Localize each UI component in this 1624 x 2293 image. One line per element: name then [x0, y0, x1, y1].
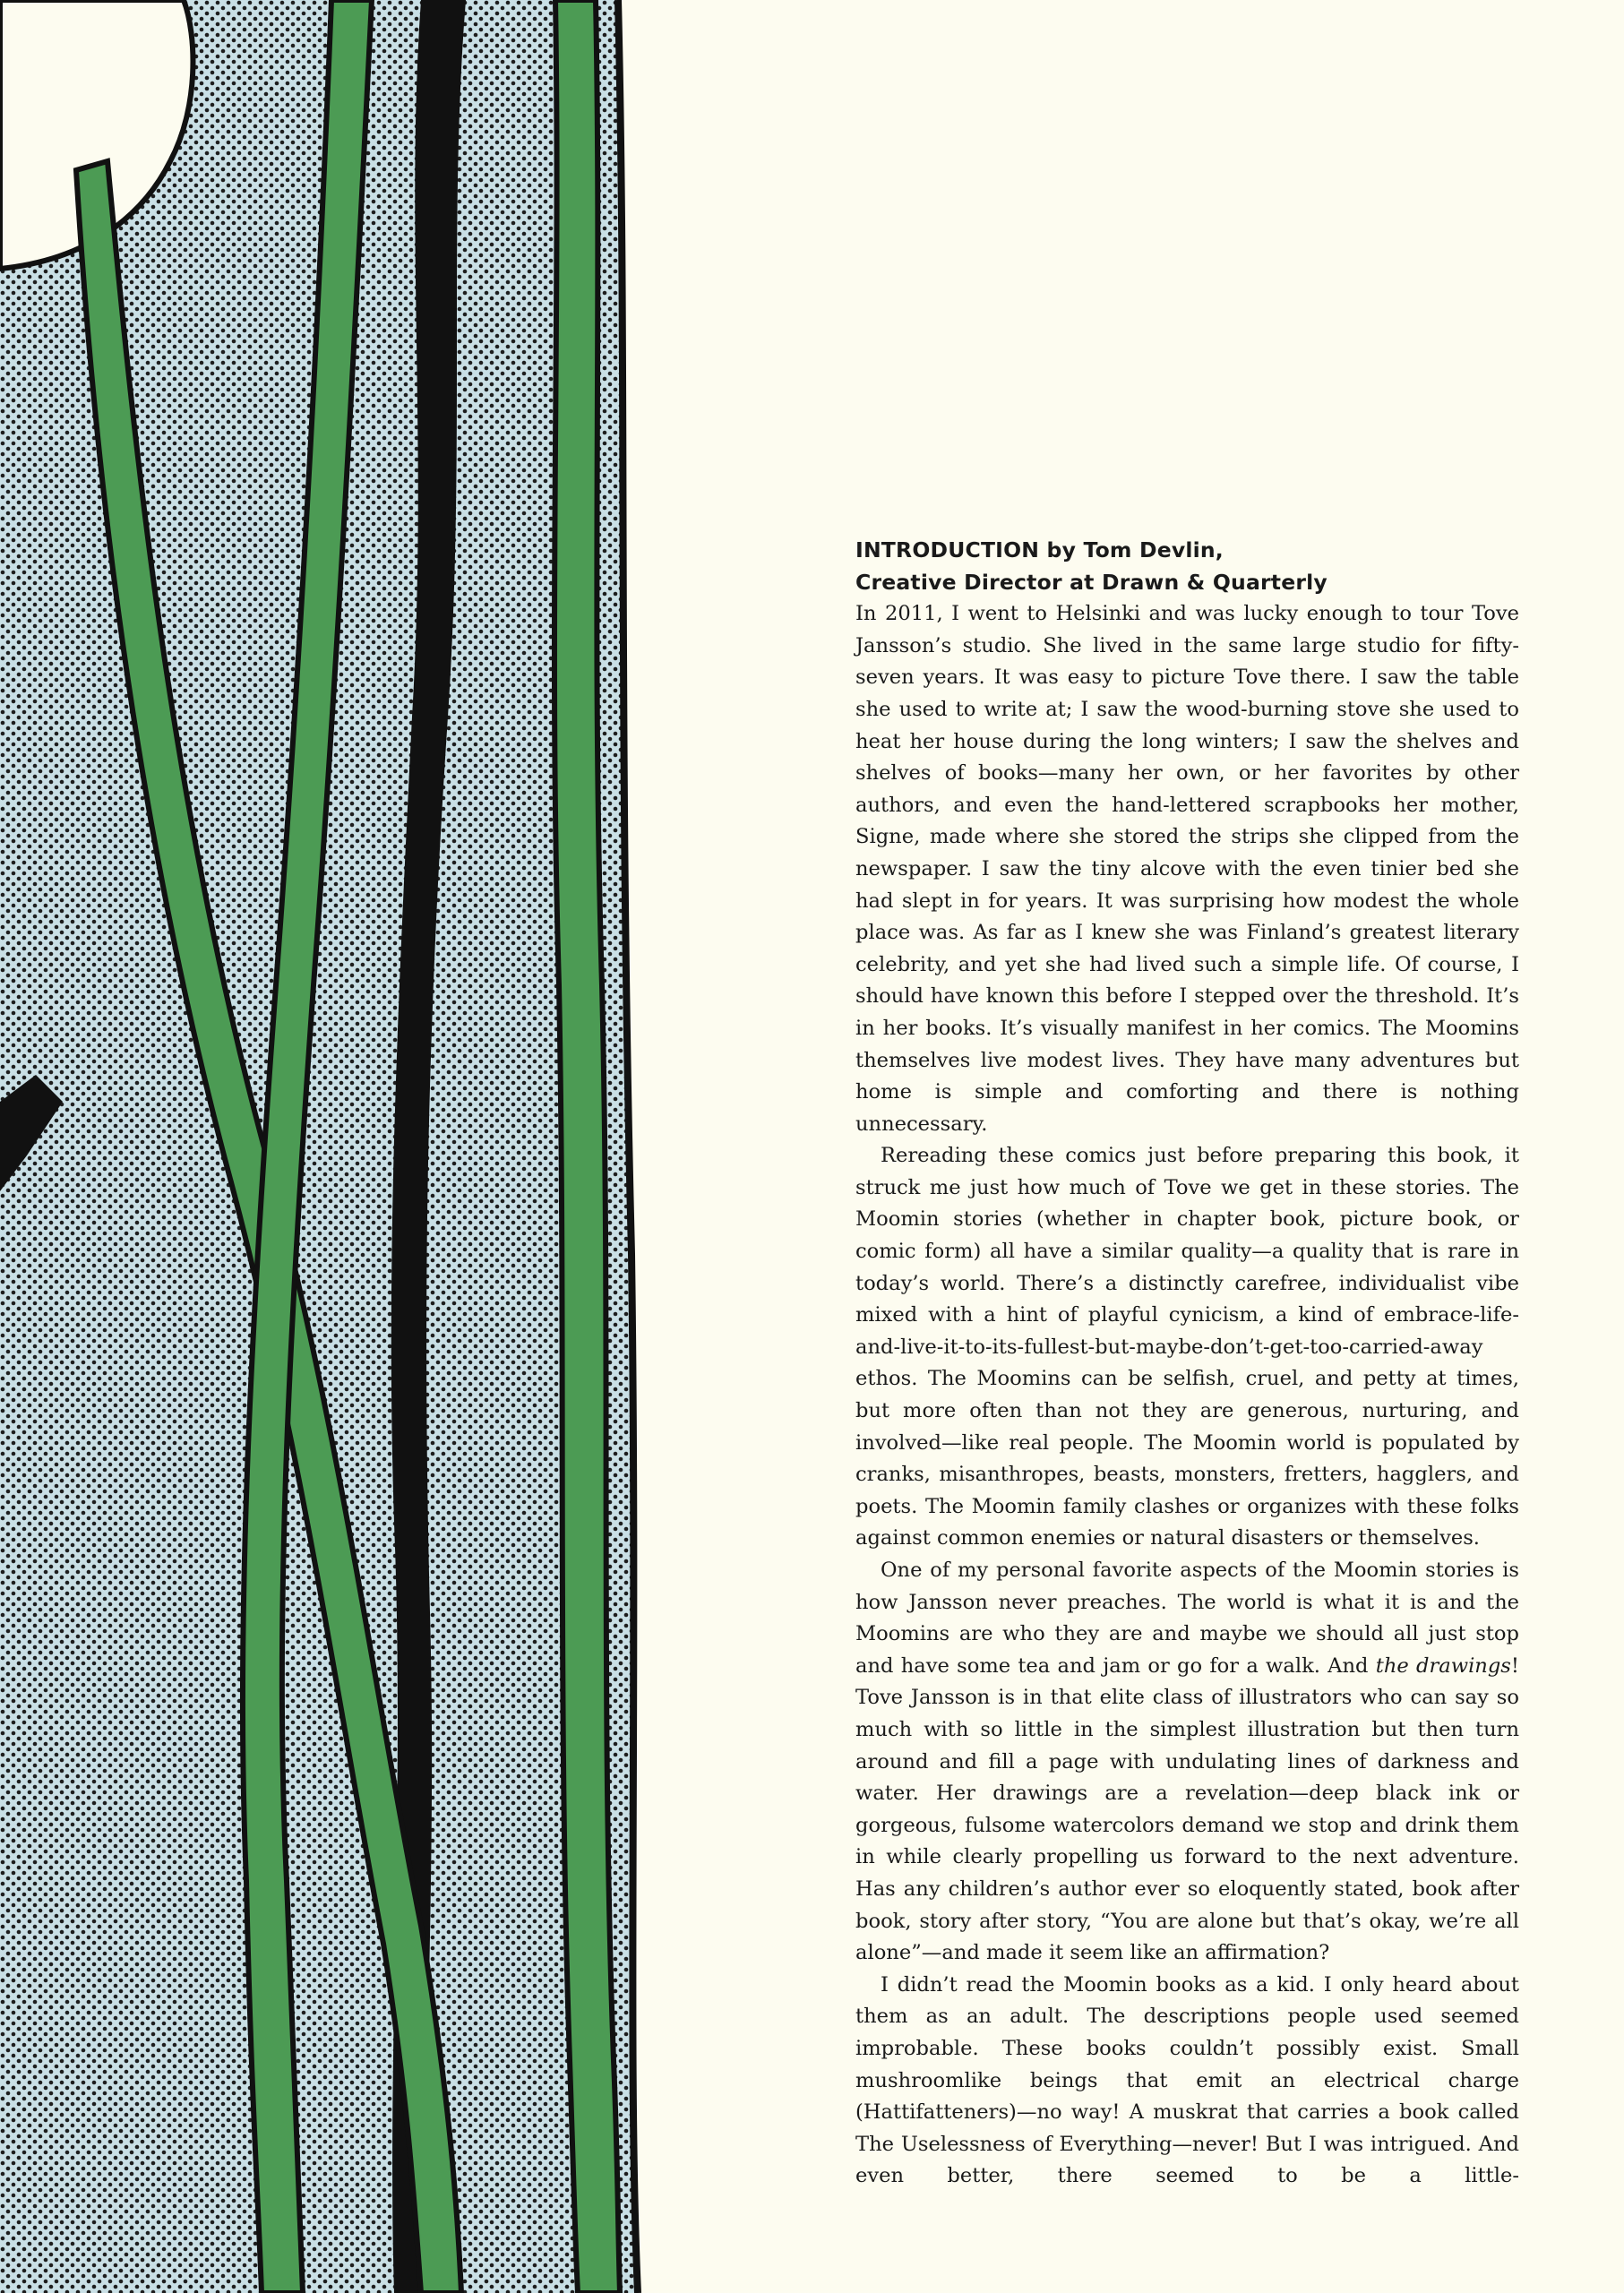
- paragraph-3: [855, 1555, 1519, 1970]
- paragraph-3-start: One of my personal favorite aspects of the Moomin stories is how Jansson never preaches. The world is what it is and the Moomins are who they are and maybe we should all just stop and have some tea and jam or go for a walk. And: [855, 1559, 1519, 1678]
- introduction-heading: [855, 535, 1519, 598]
- paragraph-1: In 2011, I went to Helsinki and was lucky enough to tour Tove Jansson’s studio. She lived in the same large studio for fifty-seven years. It was easy to picture Tove there. I saw the table she used to write at; I saw the wood-burning stove she used to heat her house during the long winters; I saw the shelves and shelves of books—many her own, or her favorites by other authors, and even the hand-lettered scrapbooks her mother, Signe, made where she stored the strips she clipped from the newspaper. I saw the tiny alcove with the even tinier bed she had slept in for years. It was surprising how modest the whole place was. As far as I knew she was Finland’s greatest literary celebrity, and yet she had lived such a simple life. Of course, I should have known this before I stepped over the threshold. It’s in her books. It’s visually manifest in her comics. The Moomins themselves live modest lives. They have many adventures but home is simple and comforting and there is nothing unnecessary.: [855, 602, 1519, 1136]
- paragraph-4: I didn’t read the Moomin books as a kid. I only heard about them as an adult. The descriptions people used seemed improbable. These books couldn’t possibly exist. Small mushroomlike beings that emit an electrical charge (Hattifatteners)—no way! A muskrat that carries a book called The Uselessness of Everything—never! But I was intrigued. And even better, there seemed to be a little-: [855, 1972, 1519, 2188]
- paragraph-2: Rereading these comics just before preparing this book, it struck me just how much of Tove we get in these stories. The Moomin stories (whether in chapter book, picture book, or comic form) all have a similar quality—a quality that is rare in today’s world. There’s a distinctly carefree, individualist vibe mixed with a hint of playful cynicism, a kind of embrace-life-and-live-it-to-its-fullest-but-maybe-don’t-get-too-carried-away ethos. The Moomins can be selfish, cruel, and petty at times, but more often than not they are generous, nurturing, and involved—like real people. The Moomin world is populated by cranks, misanthropes, beasts, monsters, fretters, hagglers, and poets. The Moomin family clashes or organizes with these folks against common enemies or natural disasters or themselves.: [855, 1144, 1519, 1550]
- introduction-article: [855, 535, 1519, 2193]
- paragraph-3-emphasis: the drawings: [1375, 1653, 1511, 1678]
- heading-line-1: INTRODUCTION by Tom Devlin,: [855, 537, 1224, 563]
- heading-line-2: Creative Director at Drawn & Quarterly: [855, 569, 1328, 595]
- comic-illustration: [0, 0, 654, 2293]
- paragraph-3-end: ! Tove Jansson is in that elite class of illustrators who can say so much with so little in the simplest illustration but then turn around and fill a page with undulating lines of darkness and water. Her drawings are a revelation—deep black ink or gorgeous, fulsome watercolors demand we stop and drink them in while clearly propelling us forward to the next adventure. Has any children’s author ever so eloquently stated, book after book, story after story, “You are alone but that’s okay, we’re all alone”—and made it seem like an affirmation?: [855, 1653, 1519, 1965]
